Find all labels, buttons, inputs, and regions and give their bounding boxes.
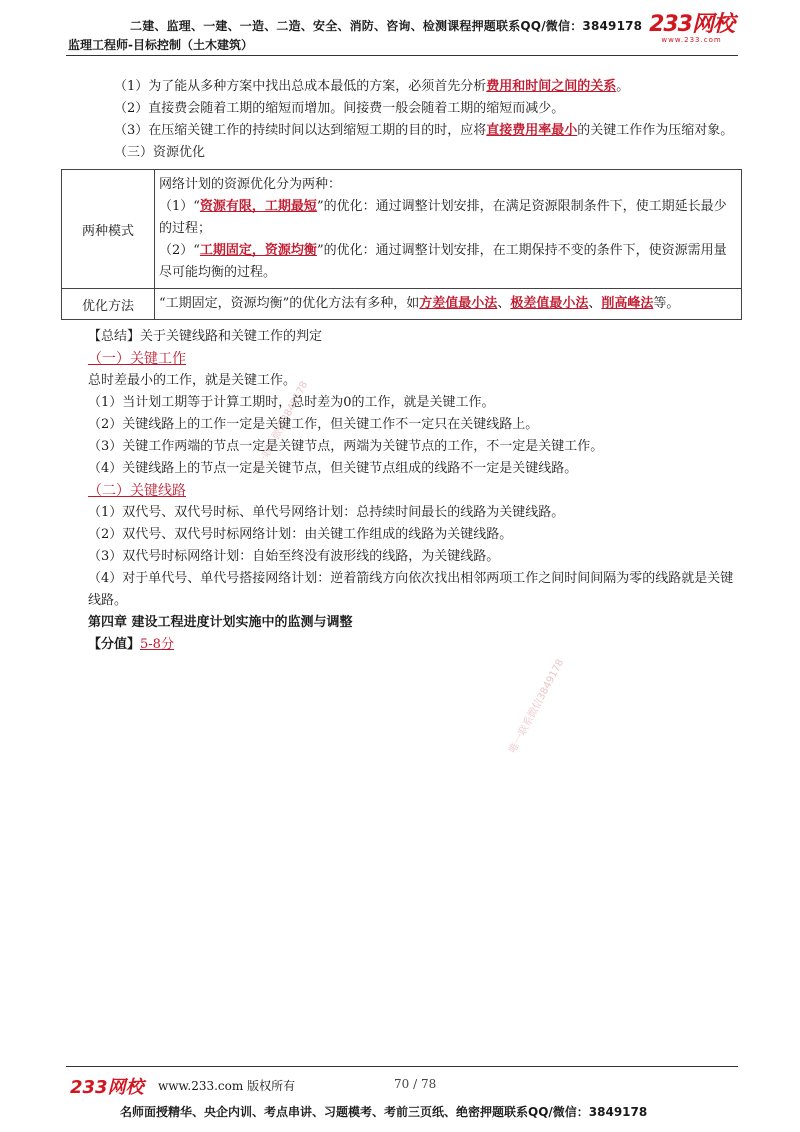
list-item: （3）双代号时标网络计划：自始至终没有波形线的线路，为关键线路。 [88, 549, 500, 564]
highlight-link: 方差值最小法 [419, 296, 498, 311]
list-item: （2）关键线路上的工作一定是关键工作，但关键工作不一定只在关键线路上。 [88, 417, 539, 432]
row-label-modes: 两种模式 [62, 170, 155, 289]
section-heading-key-path: （二）关键线路 [88, 483, 186, 499]
table-row [62, 170, 742, 289]
resource-optimization-table [61, 169, 742, 320]
chapter-title: 第四章 建设工程进度计划实施中的监测与调整 [88, 615, 353, 630]
footer-site: www.233.com 版权所有 [158, 1079, 296, 1093]
brand-logo [649, 14, 734, 44]
highlight-link: 极差值最小法 [510, 296, 589, 311]
list-item: （1）双代号、双代号时标、单代号网络计划：总持续时间最长的线路为关键线路。 [88, 505, 565, 520]
row-label-methods: 优化方法 [62, 289, 155, 320]
logo-url: www.233.com [661, 36, 722, 44]
summary-title: 【总结】关于关键线路和关键工作的判定 [88, 329, 323, 344]
section-heading-key-work: （一）关键工作 [88, 351, 186, 367]
row-content-methods: “工期固定，资源均衡”的优化方法有多种，如方差值最小法、极差值最小法、削高峰法等。 [155, 289, 742, 320]
paragraph-cost-2: （2）直接费会随着工期的缩短而增加。间接费一般会随着工期的缩短而减少。 [114, 101, 565, 116]
highlight-link: 工期固定，资源均衡 [199, 243, 317, 258]
paragraph-cost-1: （1）为了能从多种方案中找出总成本最低的方案，必须首先分析费用和时间之间的关系。 [114, 79, 630, 94]
list-item: （4）关键线路上的节点一定是关键节点，但关键节点组成的线路不一定是关键线路。 [88, 461, 578, 476]
watermark: 唯一联系微信3849178 [507, 657, 567, 756]
page-body [81, 76, 738, 656]
watermark: 唯一联系微信3849178 [251, 379, 311, 478]
highlight-link: 直接费用率最小 [486, 123, 578, 138]
header-ad-line: 二建、监理、一建、一造、二造、安全、消防、咨询、检测课程押题联系QQ/微信：3849178 [130, 19, 643, 33]
row-content-modes: 网络计划的资源优化分为两种： （1）“资源有限，工期最短”的优化：通过调整计划安排，在满足资源限制条件下，使工期延长最少的过程； （2）“工期固定，资源均衡”的优化：通过调整计划安排，在工期保持不变的条件下，使资源需用量尽可能均衡的过程。 [155, 170, 742, 289]
list-item: （3）关键工作两端的节点一定是关键节点，两端为关键节点的工作，不一定是关键工作。 [88, 439, 604, 454]
course-title: 监理工程师-目标控制（土木建筑） [68, 38, 253, 52]
table-row [62, 289, 742, 320]
score-line [88, 634, 738, 656]
highlight-link: 资源有限，工期最短 [199, 199, 317, 214]
page-number: 70 / 78 [394, 1077, 437, 1091]
section-heading-resource: （三）资源优化 [114, 145, 206, 160]
highlight-link: 削高峰法 [601, 296, 654, 311]
paragraph-cost-3: （3）在压缩关键工作的持续时间以达到缩短工期的目的时，应将直接费用率最小的关键工作作为压缩对象。 [114, 123, 734, 138]
list-item: （1）当计划工期等于计算工期时，总时差为0的工作，就是关键工作。 [88, 395, 495, 410]
score-label: 【分值】 [88, 637, 141, 652]
list-item: （4）对于单代号、单代号搭接网络计划：逆着箭线方向依次找出相邻两项工作之间时间间隔为零的线路就是关键线路。 [88, 571, 734, 608]
footer-divider [66, 1066, 738, 1067]
list-item: （2）双代号、双代号时标网络计划：由关键工作组成的线路为关键线路。 [88, 527, 513, 542]
key-work-lead: 总时差最小的工作，就是关键工作。 [88, 373, 297, 388]
logo-mark: 233网校 [649, 12, 734, 37]
header-divider [66, 55, 738, 56]
footer-logo: 233网校 [70, 1077, 144, 1098]
score-value: 5-8分 [140, 637, 174, 652]
highlight-link: 费用和时间之间的关系 [486, 79, 617, 94]
footer-ad-line: 名师面授精华、央企内训、考点串讲、习题模考、考前三页纸、绝密押题联系QQ/微信：3849178 [120, 1105, 648, 1119]
